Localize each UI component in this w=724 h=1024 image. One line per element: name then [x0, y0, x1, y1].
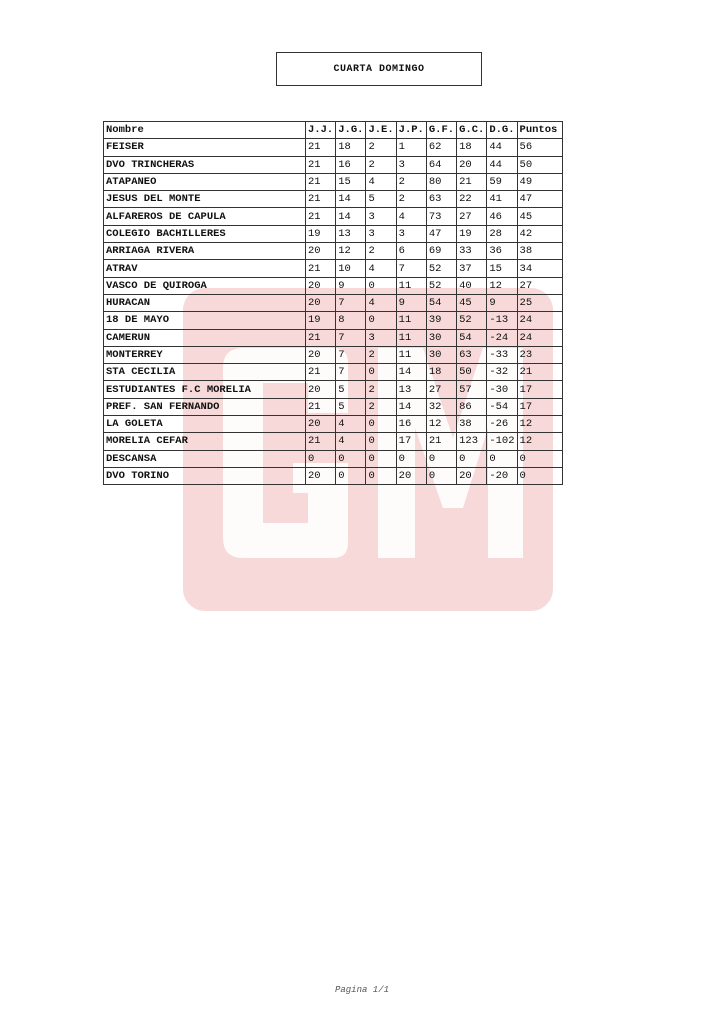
- cell-puntos: 12: [517, 416, 562, 433]
- table-row: [104, 467, 563, 484]
- cell-puntos: 49: [517, 173, 562, 190]
- cell-jg: 0: [336, 467, 366, 484]
- cell-jp: 14: [396, 364, 426, 381]
- cell-puntos: 38: [517, 243, 562, 260]
- cell-gf: 32: [426, 398, 456, 415]
- cell-gc: 33: [457, 243, 487, 260]
- cell-puntos: 0: [517, 467, 562, 484]
- cell-jp: 3: [396, 156, 426, 173]
- cell-jg: 8: [336, 312, 366, 329]
- cell-jj: 20: [306, 346, 336, 363]
- cell-gc: 54: [457, 329, 487, 346]
- cell-gc: 37: [457, 260, 487, 277]
- cell-jj: 20: [306, 243, 336, 260]
- cell-gf: 30: [426, 329, 456, 346]
- table-row: [104, 433, 563, 450]
- cell-jg: 4: [336, 416, 366, 433]
- cell-dg: 15: [487, 260, 517, 277]
- cell-puntos: 0: [517, 450, 562, 467]
- cell-jg: 5: [336, 398, 366, 415]
- cell-gc: 38: [457, 416, 487, 433]
- header-puntos: Puntos: [517, 122, 562, 139]
- cell-je: 2: [366, 381, 396, 398]
- cell-jp: 11: [396, 346, 426, 363]
- cell-je: 2: [366, 346, 396, 363]
- cell-jp: 11: [396, 329, 426, 346]
- table-row: [104, 329, 563, 346]
- table-row: [104, 277, 563, 294]
- cell-jg: 16: [336, 156, 366, 173]
- cell-je: 0: [366, 364, 396, 381]
- cell-puntos: 24: [517, 329, 562, 346]
- cell-puntos: 23: [517, 346, 562, 363]
- cell-jg: 9: [336, 277, 366, 294]
- cell-puntos: 12: [517, 433, 562, 450]
- cell-dg: 41: [487, 191, 517, 208]
- cell-nombre: JESUS DEL MONTE: [104, 191, 306, 208]
- header-dg: D.G.: [487, 122, 517, 139]
- cell-jp: 2: [396, 173, 426, 190]
- cell-jp: 9: [396, 294, 426, 311]
- cell-jj: 21: [306, 329, 336, 346]
- cell-puntos: 42: [517, 225, 562, 242]
- cell-jg: 4: [336, 433, 366, 450]
- cell-dg: 59: [487, 173, 517, 190]
- cell-jp: 11: [396, 312, 426, 329]
- cell-gf: 39: [426, 312, 456, 329]
- cell-gc: 63: [457, 346, 487, 363]
- cell-jp: 20: [396, 467, 426, 484]
- cell-je: 2: [366, 398, 396, 415]
- cell-gf: 80: [426, 173, 456, 190]
- cell-dg: -30: [487, 381, 517, 398]
- cell-je: 5: [366, 191, 396, 208]
- cell-gc: 20: [457, 156, 487, 173]
- cell-nombre: CAMERUN: [104, 329, 306, 346]
- cell-nombre: MONTERREY: [104, 346, 306, 363]
- cell-jp: 1: [396, 139, 426, 156]
- cell-jg: 18: [336, 139, 366, 156]
- cell-nombre: MORELIA CEFAR: [104, 433, 306, 450]
- table-row: [104, 243, 563, 260]
- table-row: [104, 346, 563, 363]
- cell-puntos: 17: [517, 381, 562, 398]
- cell-gc: 20: [457, 467, 487, 484]
- table-row: [104, 294, 563, 311]
- cell-gf: 64: [426, 156, 456, 173]
- cell-gc: 50: [457, 364, 487, 381]
- cell-je: 3: [366, 208, 396, 225]
- cell-gf: 30: [426, 346, 456, 363]
- cell-jg: 7: [336, 294, 366, 311]
- cell-dg: -32: [487, 364, 517, 381]
- header-gc: G.C.: [457, 122, 487, 139]
- cell-dg: 46: [487, 208, 517, 225]
- cell-nombre: PREF. SAN FERNANDO: [104, 398, 306, 415]
- cell-gf: 69: [426, 243, 456, 260]
- cell-nombre: DESCANSA: [104, 450, 306, 467]
- cell-jg: 7: [336, 346, 366, 363]
- cell-je: 4: [366, 173, 396, 190]
- cell-je: 0: [366, 450, 396, 467]
- cell-gf: 73: [426, 208, 456, 225]
- header-jj: J.J.: [306, 122, 336, 139]
- cell-jg: 13: [336, 225, 366, 242]
- cell-jj: 0: [306, 450, 336, 467]
- table-row: [104, 398, 563, 415]
- cell-dg: 36: [487, 243, 517, 260]
- cell-jj: 20: [306, 277, 336, 294]
- cell-gc: 45: [457, 294, 487, 311]
- cell-jj: 21: [306, 260, 336, 277]
- standings-table: [103, 121, 563, 485]
- cell-jg: 0: [336, 450, 366, 467]
- cell-jg: 10: [336, 260, 366, 277]
- cell-jg: 7: [336, 329, 366, 346]
- cell-gf: 52: [426, 260, 456, 277]
- cell-je: 4: [366, 260, 396, 277]
- cell-dg: 44: [487, 139, 517, 156]
- cell-nombre: LA GOLETA: [104, 416, 306, 433]
- cell-jj: 21: [306, 156, 336, 173]
- cell-gc: 21: [457, 173, 487, 190]
- cell-nombre: ATAPANEO: [104, 173, 306, 190]
- cell-nombre: ESTUDIANTES F.C MORELIA: [104, 381, 306, 398]
- header-je: J.E.: [366, 122, 396, 139]
- cell-gc: 0: [457, 450, 487, 467]
- cell-jg: 14: [336, 208, 366, 225]
- cell-jp: 16: [396, 416, 426, 433]
- cell-jp: 11: [396, 277, 426, 294]
- cell-nombre: ARRIAGA RIVERA: [104, 243, 306, 260]
- table-row: [104, 312, 563, 329]
- cell-jp: 2: [396, 191, 426, 208]
- cell-jp: 6: [396, 243, 426, 260]
- cell-puntos: 50: [517, 156, 562, 173]
- table-row: [104, 450, 563, 467]
- cell-je: 0: [366, 277, 396, 294]
- cell-puntos: 34: [517, 260, 562, 277]
- cell-dg: -33: [487, 346, 517, 363]
- cell-gf: 21: [426, 433, 456, 450]
- page-title: CUARTA DOMINGO: [276, 52, 482, 86]
- table-row: [104, 208, 563, 225]
- cell-gc: 86: [457, 398, 487, 415]
- cell-jg: 7: [336, 364, 366, 381]
- cell-puntos: 27: [517, 277, 562, 294]
- cell-nombre: ATRAV: [104, 260, 306, 277]
- cell-je: 0: [366, 467, 396, 484]
- cell-gc: 22: [457, 191, 487, 208]
- cell-jj: 21: [306, 191, 336, 208]
- table-row: [104, 139, 563, 156]
- cell-dg: -24: [487, 329, 517, 346]
- table-row: [104, 225, 563, 242]
- cell-jp: 3: [396, 225, 426, 242]
- cell-puntos: 45: [517, 208, 562, 225]
- cell-gc: 18: [457, 139, 487, 156]
- cell-jj: 21: [306, 173, 336, 190]
- cell-jj: 20: [306, 381, 336, 398]
- cell-dg: 44: [487, 156, 517, 173]
- cell-dg: 12: [487, 277, 517, 294]
- cell-dg: 28: [487, 225, 517, 242]
- cell-dg: -102: [487, 433, 517, 450]
- table-row: [104, 260, 563, 277]
- cell-jp: 13: [396, 381, 426, 398]
- cell-jg: 14: [336, 191, 366, 208]
- cell-jj: 21: [306, 433, 336, 450]
- table-row: [104, 364, 563, 381]
- cell-dg: -20: [487, 467, 517, 484]
- cell-nombre: FEISER: [104, 139, 306, 156]
- cell-jg: 15: [336, 173, 366, 190]
- cell-jg: 12: [336, 243, 366, 260]
- cell-je: 2: [366, 243, 396, 260]
- cell-gc: 123: [457, 433, 487, 450]
- cell-puntos: 25: [517, 294, 562, 311]
- standings-body: [104, 139, 563, 485]
- cell-puntos: 56: [517, 139, 562, 156]
- cell-nombre: VASCO DE QUIROGA: [104, 277, 306, 294]
- table-row: [104, 173, 563, 190]
- cell-gf: 62: [426, 139, 456, 156]
- cell-gf: 52: [426, 277, 456, 294]
- cell-gc: 19: [457, 225, 487, 242]
- cell-gf: 47: [426, 225, 456, 242]
- cell-puntos: 24: [517, 312, 562, 329]
- cell-jj: 20: [306, 416, 336, 433]
- cell-jj: 21: [306, 208, 336, 225]
- page-footer: Pagina 1/1: [334, 985, 389, 995]
- table-row: [104, 381, 563, 398]
- cell-gf: 18: [426, 364, 456, 381]
- cell-nombre: HURACAN: [104, 294, 306, 311]
- cell-je: 3: [366, 225, 396, 242]
- cell-nombre: 18 DE MAYO: [104, 312, 306, 329]
- header-jg: J.G.: [336, 122, 366, 139]
- cell-jp: 4: [396, 208, 426, 225]
- cell-nombre: DVO TORINO: [104, 467, 306, 484]
- cell-je: 4: [366, 294, 396, 311]
- cell-jj: 21: [306, 398, 336, 415]
- cell-je: 0: [366, 416, 396, 433]
- cell-jj: 21: [306, 139, 336, 156]
- table-row: [104, 156, 563, 173]
- cell-dg: -26: [487, 416, 517, 433]
- cell-dg: 9: [487, 294, 517, 311]
- cell-gc: 57: [457, 381, 487, 398]
- cell-je: 3: [366, 329, 396, 346]
- cell-gf: 0: [426, 467, 456, 484]
- cell-jg: 5: [336, 381, 366, 398]
- cell-jp: 14: [396, 398, 426, 415]
- cell-gf: 0: [426, 450, 456, 467]
- cell-jj: 19: [306, 312, 336, 329]
- cell-gf: 12: [426, 416, 456, 433]
- cell-dg: -13: [487, 312, 517, 329]
- cell-jp: 17: [396, 433, 426, 450]
- cell-gf: 63: [426, 191, 456, 208]
- cell-jj: 21: [306, 364, 336, 381]
- cell-je: 0: [366, 433, 396, 450]
- table-row: [104, 416, 563, 433]
- cell-puntos: 47: [517, 191, 562, 208]
- cell-nombre: DVO TRINCHERAS: [104, 156, 306, 173]
- header-gf: G.F.: [426, 122, 456, 139]
- cell-puntos: 17: [517, 398, 562, 415]
- table-header-row: [104, 122, 563, 139]
- cell-gf: 54: [426, 294, 456, 311]
- cell-gf: 27: [426, 381, 456, 398]
- cell-jj: 20: [306, 467, 336, 484]
- cell-nombre: COLEGIO BACHILLERES: [104, 225, 306, 242]
- cell-jj: 19: [306, 225, 336, 242]
- cell-gc: 27: [457, 208, 487, 225]
- cell-gc: 40: [457, 277, 487, 294]
- cell-nombre: STA CECILIA: [104, 364, 306, 381]
- cell-dg: -54: [487, 398, 517, 415]
- cell-puntos: 21: [517, 364, 562, 381]
- cell-je: 2: [366, 139, 396, 156]
- cell-je: 2: [366, 156, 396, 173]
- cell-nombre: ALFAREROS DE CAPULA: [104, 208, 306, 225]
- cell-gc: 52: [457, 312, 487, 329]
- cell-dg: 0: [487, 450, 517, 467]
- cell-jp: 0: [396, 450, 426, 467]
- cell-jp: 7: [396, 260, 426, 277]
- table-row: [104, 191, 563, 208]
- cell-je: 0: [366, 312, 396, 329]
- header-jp: J.P.: [396, 122, 426, 139]
- cell-jj: 20: [306, 294, 336, 311]
- header-nombre: Nombre: [104, 122, 306, 139]
